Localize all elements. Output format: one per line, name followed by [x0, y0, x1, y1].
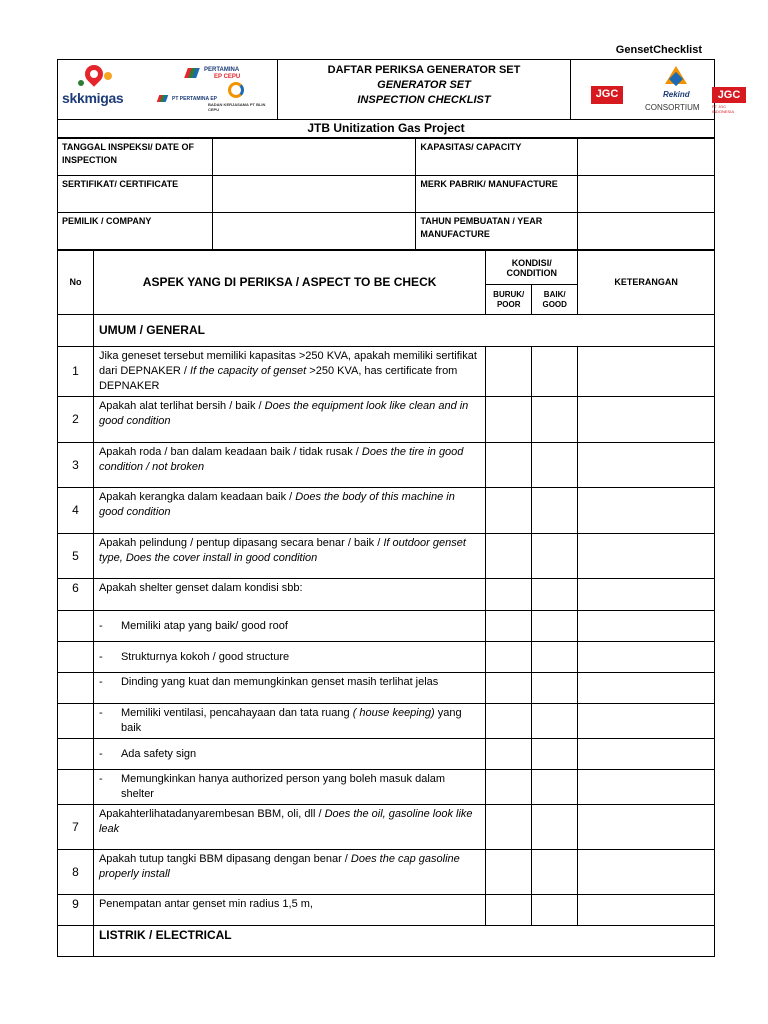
- poor-checkbox[interactable]: [486, 850, 532, 895]
- good-checkbox[interactable]: [532, 443, 578, 488]
- manufacture-field[interactable]: [578, 176, 715, 213]
- remarks-cell[interactable]: [578, 534, 715, 579]
- pertamina-icon: [184, 68, 200, 78]
- item-text-id: Apakah shelter genset dalam kondisi sbb:: [98, 582, 303, 594]
- item-number: [58, 642, 94, 673]
- bumd-logo-icon: [228, 82, 244, 98]
- item-text-id: Apakah alat terlihat bersih / baik /: [98, 400, 265, 412]
- section-no-cell: [58, 926, 94, 957]
- sub-item-text-tail: yang baik: [120, 707, 462, 734]
- item-aspect: [93, 347, 485, 397]
- item-text-id: Apakah kerangka dalam keadaan baik /: [98, 491, 296, 503]
- good-checkbox[interactable]: [532, 611, 578, 642]
- sub-item-row: [58, 611, 715, 642]
- sub-item-row: [58, 673, 715, 704]
- sub-item-aspect: [93, 611, 485, 642]
- item-number: 6: [58, 579, 94, 611]
- remarks-cell[interactable]: [578, 347, 715, 397]
- item-number: 4: [58, 488, 94, 534]
- item-text-en: If the capacity of genset: [190, 365, 307, 377]
- year-label: TAHUN PEMBUATAN / YEAR MANUFACTURE: [416, 213, 578, 250]
- sub-item-aspect: [93, 770, 485, 805]
- item-number: [58, 673, 94, 704]
- company-label: PEMILIK / COMPANY: [58, 213, 213, 250]
- certificate-label: SERTIFIKAT/ CERTIFICATE: [58, 176, 213, 213]
- item-text-tail: >250 KVA, has certificate from DEPNAKER: [98, 365, 458, 392]
- item-number: [58, 739, 94, 770]
- item-number: 9: [58, 895, 94, 926]
- jgc-logo: JGC: [591, 86, 623, 104]
- item-text-en: Does the tire in good condition / not broken: [98, 446, 464, 473]
- poor-checkbox[interactable]: [486, 642, 532, 673]
- column-header-remarks: KETERANGAN: [578, 251, 715, 315]
- document-reference: GensetChecklist: [615, 44, 702, 56]
- column-header-no: No: [58, 251, 94, 315]
- company-field[interactable]: [212, 213, 416, 250]
- remarks-cell[interactable]: [578, 397, 715, 443]
- sub-item-dash: -: [98, 619, 103, 632]
- sub-item-row: [58, 704, 715, 739]
- poor-checkbox[interactable]: [486, 443, 532, 488]
- skkmigas-dot-icon: [78, 80, 84, 86]
- item-number: 8: [58, 850, 94, 895]
- document-title: [278, 60, 571, 119]
- section-no-cell: [58, 315, 94, 347]
- sub-item-dash: -: [98, 676, 103, 688]
- item-text-id: Apakah roda / ban dalam keadaan baik / tidak rusak /: [98, 446, 362, 458]
- sub-item-aspect: [93, 739, 485, 770]
- remarks-cell[interactable]: [578, 642, 715, 673]
- item-text-id: Apakahterlihatadanyarembesan BBM, oli, dll /: [98, 808, 325, 820]
- item-text-en: Does the body of this machine in good condition: [98, 491, 455, 518]
- sub-item-aspect: [93, 673, 485, 704]
- item-number: 3: [58, 443, 94, 488]
- poor-checkbox[interactable]: [486, 488, 532, 534]
- jgc-indonesia-logo: JGC: [712, 87, 746, 103]
- remarks-cell[interactable]: [578, 579, 715, 611]
- remarks-cell[interactable]: [578, 805, 715, 850]
- item-number: 1: [58, 347, 94, 397]
- good-checkbox[interactable]: [532, 895, 578, 926]
- sub-item-dash: -: [98, 650, 103, 663]
- column-header-aspect: ASPEK YANG DI PERIKSA / ASPECT TO BE CHECK: [93, 251, 485, 315]
- owner-logos: [58, 60, 278, 119]
- poor-checkbox[interactable]: [486, 579, 532, 611]
- remarks-cell[interactable]: [578, 770, 715, 805]
- year-field[interactable]: [578, 213, 715, 250]
- item-text-en: Does the equipment look like clean and in good condition: [98, 400, 469, 427]
- inspection-info-table: [57, 138, 715, 250]
- poor-checkbox[interactable]: [486, 739, 532, 770]
- date-label: TANGGAL INSPEKSI/ DATE OF INSPECTION: [58, 139, 213, 176]
- certificate-field[interactable]: [212, 176, 416, 213]
- rekind-logo: Rekind: [663, 90, 690, 99]
- item-text-id: Apakah tutup tangki BBM dipasang dengan benar /: [98, 853, 351, 865]
- good-checkbox[interactable]: [532, 488, 578, 534]
- sub-item-text: Ada safety sign: [120, 747, 197, 760]
- good-checkbox[interactable]: [532, 397, 578, 443]
- sub-item-dash: -: [98, 707, 103, 719]
- poor-checkbox[interactable]: [486, 770, 532, 805]
- sub-item-dash: -: [98, 773, 103, 785]
- checklist-row: [58, 534, 715, 579]
- pertamina-ep-icon: [157, 95, 169, 102]
- poor-checkbox[interactable]: [486, 805, 532, 850]
- remarks-cell[interactable]: [578, 850, 715, 895]
- item-number: 7: [58, 805, 94, 850]
- poor-checkbox[interactable]: [486, 397, 532, 443]
- section-general: UMUM / GENERAL: [93, 315, 714, 347]
- pertamina-cepu-logo: EP CEPU: [214, 74, 241, 80]
- skkmigas-dot-icon: [104, 72, 112, 80]
- document-header: [57, 59, 741, 120]
- checklist-row: [58, 443, 715, 488]
- bumd-logo: BADAN KERJASAMA PT BLIN CEPU: [208, 102, 266, 112]
- item-aspect: [93, 534, 485, 579]
- sub-item-row: [58, 770, 715, 805]
- good-checkbox[interactable]: [532, 673, 578, 704]
- sub-item-text: Strukturnya kokoh / good structure: [120, 650, 290, 663]
- column-header-condition: KONDISI/ CONDITION: [486, 251, 578, 285]
- column-header-poor: BURUK/ POOR: [486, 285, 532, 315]
- remarks-cell[interactable]: [578, 443, 715, 488]
- good-checkbox[interactable]: [532, 534, 578, 579]
- item-number: 2: [58, 397, 94, 443]
- checklist-row: [58, 347, 715, 397]
- poor-checkbox[interactable]: [486, 611, 532, 642]
- item-aspect: [93, 850, 485, 895]
- item-text-id: Penempatan antar genset min radius 1,5 m,: [98, 898, 313, 910]
- item-number: [58, 611, 94, 642]
- good-checkbox[interactable]: [532, 347, 578, 397]
- good-checkbox[interactable]: [532, 770, 578, 805]
- item-aspect: [93, 488, 485, 534]
- good-checkbox[interactable]: [532, 704, 578, 739]
- capacity-label: KAPASITAS/ CAPACITY: [416, 139, 578, 176]
- sub-item-text-en: ( house keeping): [352, 707, 435, 719]
- manufacture-label: MERK PABRIK/ MANUFACTURE: [416, 176, 578, 213]
- contractor-logos: [571, 60, 741, 119]
- poor-checkbox[interactable]: [486, 895, 532, 926]
- item-aspect: [93, 397, 485, 443]
- item-text-en: If outdoor genset type, Does the cover install in good condition: [98, 537, 466, 564]
- item-number: 5: [58, 534, 94, 579]
- checklist-row: [58, 895, 715, 926]
- title-english-line1: GENERATOR SET: [377, 79, 471, 91]
- remarks-cell[interactable]: [578, 673, 715, 704]
- jgc-indonesia-label: PT JGC INDONESIA: [712, 104, 735, 114]
- poor-checkbox[interactable]: [486, 534, 532, 579]
- item-text-id: Jika geneset tersebut memiliki kapasitas >250 KVA, apakah memiliki sertifikat dari DEPNAKER /: [98, 350, 477, 377]
- poor-checkbox[interactable]: [486, 673, 532, 704]
- date-field[interactable]: [212, 139, 416, 176]
- item-aspect: [93, 443, 485, 488]
- sub-item-row: [58, 739, 715, 770]
- item-text-id: Apakah pelindung / pentup dipasang secara benar / baik /: [98, 537, 384, 549]
- sub-item-aspect: [93, 704, 485, 739]
- good-checkbox[interactable]: [532, 739, 578, 770]
- item-number: [58, 770, 94, 805]
- sub-item-text: Memungkinkan hanya authorized person yang boleh masuk dalam shelter: [120, 773, 446, 800]
- item-aspect: [93, 895, 485, 926]
- item-number: [58, 704, 94, 739]
- good-checkbox[interactable]: [532, 805, 578, 850]
- sub-item-row: [58, 642, 715, 673]
- pertamina-ep-logo: PT PERTAMINA EP: [172, 96, 218, 102]
- sub-item-text: Dinding yang kuat dan memungkinkan genset masih terlihat jelas: [120, 676, 439, 688]
- checklist-row: [58, 579, 715, 611]
- good-checkbox[interactable]: [532, 642, 578, 673]
- poor-checkbox[interactable]: [486, 347, 532, 397]
- checklist-row: [58, 850, 715, 895]
- item-aspect: [93, 805, 485, 850]
- sub-item-aspect: [93, 642, 485, 673]
- pertamina-logo: PERTAMINA: [204, 67, 240, 73]
- good-checkbox[interactable]: [532, 850, 578, 895]
- item-text-en: Does the cap gasoline properly install: [98, 853, 460, 880]
- poor-checkbox[interactable]: [486, 704, 532, 739]
- sub-item-dash: -: [98, 747, 103, 760]
- skkmigas-pin-icon: [81, 61, 106, 86]
- skkmigas-logo: skkmigas: [62, 90, 124, 106]
- checklist-row: [58, 397, 715, 443]
- title-english-line2: INSPECTION CHECKLIST: [357, 94, 491, 106]
- capacity-field[interactable]: [578, 139, 715, 176]
- checklist-table: [57, 250, 715, 957]
- section-electrical: LISTRIK / ELECTRICAL: [93, 926, 714, 957]
- remarks-cell[interactable]: [578, 611, 715, 642]
- checklist-row: [58, 488, 715, 534]
- item-aspect: [93, 579, 485, 611]
- remarks-cell[interactable]: [578, 895, 715, 926]
- item-text-en: Does the oil, gasoline look like leak: [98, 808, 473, 835]
- title-indonesian: DAFTAR PERIKSA GENERATOR SET: [327, 64, 521, 76]
- sub-item-text: Memiliki atap yang baik/ good roof: [120, 619, 288, 632]
- project-name: JTB Unitization Gas Project: [57, 120, 715, 138]
- good-checkbox[interactable]: [532, 579, 578, 611]
- remarks-cell[interactable]: [578, 739, 715, 770]
- checklist-row: [58, 805, 715, 850]
- remarks-cell[interactable]: [578, 704, 715, 739]
- column-header-good: BAIK/ GOOD: [532, 285, 578, 315]
- consortium-label: CONSORTIUM: [645, 103, 700, 112]
- sub-item-text: Memiliki ventilasi, pencahayaan dan tata ruang: [120, 707, 353, 719]
- remarks-cell[interactable]: [578, 488, 715, 534]
